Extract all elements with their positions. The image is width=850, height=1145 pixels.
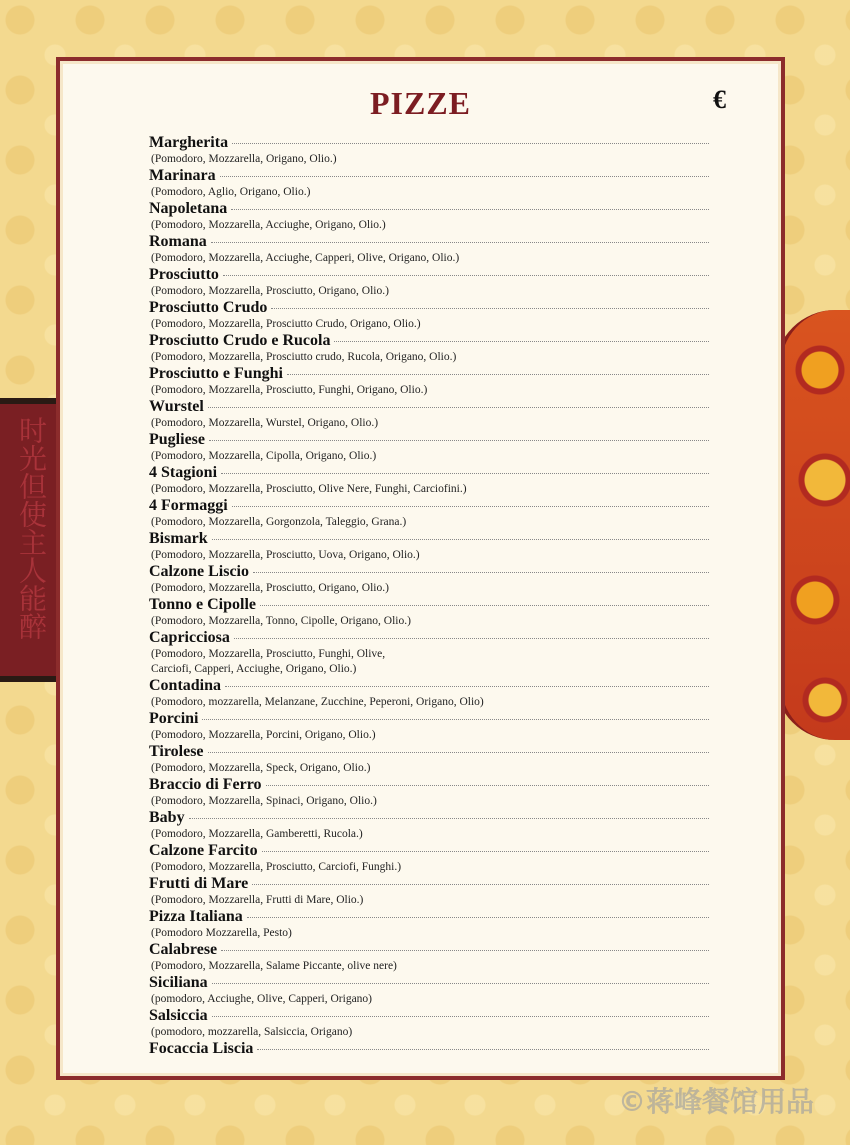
menu-item-name: Prosciutto e Funghi — [149, 365, 283, 382]
menu-item-row — [149, 941, 709, 959]
dot-leader — [189, 818, 709, 819]
menu-item-description: (Pomodoro, Mozzarella, Wurstel, Origano, Olio.) — [151, 417, 379, 429]
menu-item-row — [149, 974, 709, 992]
menu-item-row — [149, 134, 709, 152]
menu-item — [149, 365, 709, 398]
dot-leader — [252, 884, 709, 885]
side-band-text: 时光但使主人能醉 — [15, 416, 46, 640]
menu-item-name: Braccio di Ferro — [149, 776, 262, 793]
menu-item — [149, 167, 709, 200]
dot-leader — [221, 473, 709, 474]
menu-item-description: (Pomodoro, Aglio, Origano, Olio.) — [151, 186, 311, 198]
menu-item-description: (Pomodoro, Mozzarella, Origano, Olio.) — [151, 153, 337, 165]
dot-leader — [221, 950, 709, 951]
menu-item-name: Calzone Farcito — [149, 842, 258, 859]
menu-item-row — [149, 431, 709, 449]
menu-item — [149, 299, 709, 332]
menu-item-name: Prosciutto Crudo — [149, 299, 268, 316]
menu-item-description: (Pomodoro, Mozzarella, Salame Piccante, olive nere) — [151, 960, 397, 972]
menu-item — [149, 710, 709, 743]
menu-item — [149, 776, 709, 809]
menu-item-description: (Pomodoro Mozzarella, Pesto) — [151, 927, 292, 939]
menu-item-description: (Pomodoro, Mozzarella, Prosciutto, Uova, Origano, Olio.) — [151, 549, 420, 561]
menu-item — [149, 497, 709, 530]
menu-item — [149, 530, 709, 563]
menu-item-description: (Pomodoro, mozzarella, Melanzane, Zucchine, Peperoni, Origano, Olio) — [151, 696, 484, 708]
menu-item-description: (Pomodoro, Mozzarella, Prosciutto, Origano, Olio.) — [151, 582, 389, 594]
menu-item-description: (Pomodoro, Mozzarella, Porcini, Origano, Olio.) — [151, 729, 376, 741]
menu-item — [149, 1007, 709, 1040]
menu-item — [149, 431, 709, 464]
menu-item-description: (Pomodoro, Mozzarella, Prosciutto, Funghi, Olive, — [151, 648, 386, 660]
dot-leader — [334, 341, 709, 342]
right-ornament — [775, 310, 850, 740]
menu-item-row — [149, 497, 709, 515]
menu-item-description: (Pomodoro, Mozzarella, Prosciutto, Origano, Olio.) — [151, 285, 389, 297]
menu-item-description: (Pomodoro, Mozzarella, Acciughe, Origano, Olio.) — [151, 219, 386, 231]
menu-item-row — [149, 464, 709, 482]
menu-item — [149, 941, 709, 974]
menu-item-row — [149, 233, 709, 251]
menu-item-row — [149, 200, 709, 218]
menu-item-name: Calzone Liscio — [149, 563, 249, 580]
menu-item-name: 4 Stagioni — [149, 464, 218, 481]
menu-item — [149, 974, 709, 1007]
menu-item-description: (Pomodoro, Mozzarella, Frutti di Mare, Olio.) — [151, 894, 364, 906]
menu-item-row — [149, 1040, 709, 1058]
menu-item-row — [149, 563, 709, 581]
menu-item — [149, 266, 709, 299]
watermark: ©蒋峰餐馆用品 — [618, 1085, 815, 1118]
dot-leader — [209, 440, 709, 441]
menu-item — [149, 875, 709, 908]
menu-item-row — [149, 1007, 709, 1025]
menu-item-description: (Pomodoro, Mozzarella, Speck, Origano, Olio.) — [151, 762, 371, 774]
dot-leader — [208, 407, 709, 408]
menu-item-name: Margherita — [149, 134, 229, 151]
menu-item-description: (Pomodoro, Mozzarella, Prosciutto Crudo, Origano, Olio.) — [151, 318, 421, 330]
menu-item-row — [149, 743, 709, 761]
menu-item-row — [149, 398, 709, 416]
menu-item-description: (Pomodoro, Mozzarella, Spinaci, Origano, Olio.) — [151, 795, 377, 807]
menu-item-row — [149, 908, 709, 926]
dot-leader — [232, 143, 709, 144]
menu-item-name: Prosciutto Crudo e Rucola — [149, 332, 331, 349]
menu-item — [149, 332, 709, 365]
dot-leader — [253, 572, 709, 573]
menu-item-name: Capricciosa — [149, 629, 230, 646]
dot-leader — [271, 308, 709, 309]
menu-item-description: (Pomodoro, Mozzarella, Prosciutto, Olive Nere, Funghi, Carciofini.) — [151, 483, 467, 495]
dot-leader — [231, 209, 709, 210]
menu-item-row — [149, 332, 709, 350]
menu-item — [149, 809, 709, 842]
menu-item-row — [149, 266, 709, 284]
menu-item-row — [149, 530, 709, 548]
menu-item-name: Calabrese — [149, 941, 218, 958]
dot-leader — [220, 176, 709, 177]
menu-item-name: Prosciutto — [149, 266, 219, 283]
menu-item-description: (Pomodoro, Mozzarella, Gamberetti, Rucola.) — [151, 828, 363, 840]
dot-leader — [287, 374, 709, 375]
dot-leader — [262, 851, 709, 852]
menu-item-row — [149, 596, 709, 614]
menu-item-row — [149, 776, 709, 794]
dot-leader — [260, 605, 709, 606]
menu-item-row — [149, 677, 709, 695]
menu-item-description: (pomodoro, mozzarella, Salsiccia, Origano) — [151, 1026, 353, 1038]
menu-item-name: Romana — [149, 233, 207, 250]
menu-item-name: Baby — [149, 809, 185, 826]
menu-item-name: Contadina — [149, 677, 222, 694]
dot-leader — [225, 686, 709, 687]
euro-icon: € — [713, 85, 726, 114]
menu-item-row — [149, 629, 709, 647]
menu-item — [149, 563, 709, 596]
menu-item-name: Marinara — [149, 167, 216, 184]
menu-item-row — [149, 809, 709, 827]
dot-leader — [208, 752, 709, 753]
menu-item-row — [149, 167, 709, 185]
menu-item-row — [149, 365, 709, 383]
menu-item-name: Napoletana — [149, 200, 228, 217]
dot-leader — [234, 638, 709, 639]
dot-leader — [223, 275, 709, 276]
menu-item-description: (pomodoro, Acciughe, Olive, Capperi, Origano) — [151, 993, 372, 1005]
menu-item — [149, 464, 709, 497]
menu-item-name: Pugliese — [149, 431, 205, 448]
menu-item-name: 4 Formaggi — [149, 497, 228, 514]
menu-item-name: Tonno e Cipolle — [149, 596, 256, 613]
menu-item-name: Focaccia Liscia — [149, 1040, 254, 1057]
menu-item-name: Porcini — [149, 710, 199, 727]
menu-item-name: Salsiccia — [149, 1007, 208, 1024]
menu-item-row — [149, 299, 709, 317]
menu-item-description: (Pomodoro, Mozzarella, Acciughe, Capperi, Olive, Origano, Olio.) — [151, 252, 460, 264]
page-title: PIZZE — [369, 85, 472, 121]
dot-leader — [232, 506, 709, 507]
menu-item-description: (Pomodoro, Mozzarella, Prosciutto crudo, Rucola, Origano, Olio.) — [151, 351, 457, 363]
dot-leader — [247, 917, 709, 918]
dot-leader — [257, 1049, 709, 1050]
menu-item-description: (Pomodoro, Mozzarella, Prosciutto, Funghi, Origano, Olio.) — [151, 384, 428, 396]
menu-item-name: Bismark — [149, 530, 208, 547]
menu-item — [149, 677, 709, 710]
menu-item-row — [149, 710, 709, 728]
menu-item-description: (Pomodoro, Mozzarella, Cipolla, Origano, Olio.) — [151, 450, 377, 462]
menu-item-name: Siciliana — [149, 974, 208, 991]
menu-item-name: Wurstel — [149, 398, 204, 415]
menu-item-description: (Pomodoro, Mozzarella, Prosciutto, Carciofi, Funghi.) — [151, 861, 402, 873]
left-decorative-band — [0, 398, 60, 682]
dot-leader — [211, 242, 709, 243]
menu-item — [149, 200, 709, 233]
menu-item-name: Pizza Italiana — [149, 908, 243, 925]
menu-card — [56, 57, 785, 1080]
menu-item — [149, 398, 709, 431]
menu-item-description: (Pomodoro, Mozzarella, Gorgonzola, Taleggio, Grana.) — [151, 516, 407, 528]
menu-item — [149, 908, 709, 941]
menu-item-name: Frutti di Mare — [149, 875, 249, 892]
menu-item-description: (Pomodoro, Mozzarella, Tonno, Cipolle, Origano, Olio.) — [151, 615, 411, 627]
dot-leader — [202, 719, 709, 720]
menu-item — [149, 629, 709, 677]
menu-item — [149, 134, 709, 167]
dot-leader — [212, 539, 709, 540]
menu-item-row — [149, 842, 709, 860]
menu-item-description: Carciofi, Capperi, Acciughe, Origano, Olio.) — [151, 663, 357, 675]
menu-item — [149, 842, 709, 875]
menu-item — [149, 1040, 709, 1058]
menu-item — [149, 596, 709, 629]
menu-item — [149, 233, 709, 266]
menu-item-name: Tirolese — [149, 743, 204, 760]
menu-items-list — [149, 134, 709, 1058]
dot-leader — [212, 983, 709, 984]
dot-leader — [212, 1016, 709, 1017]
menu-item-row — [149, 875, 709, 893]
menu-item — [149, 743, 709, 776]
dot-leader — [266, 785, 709, 786]
